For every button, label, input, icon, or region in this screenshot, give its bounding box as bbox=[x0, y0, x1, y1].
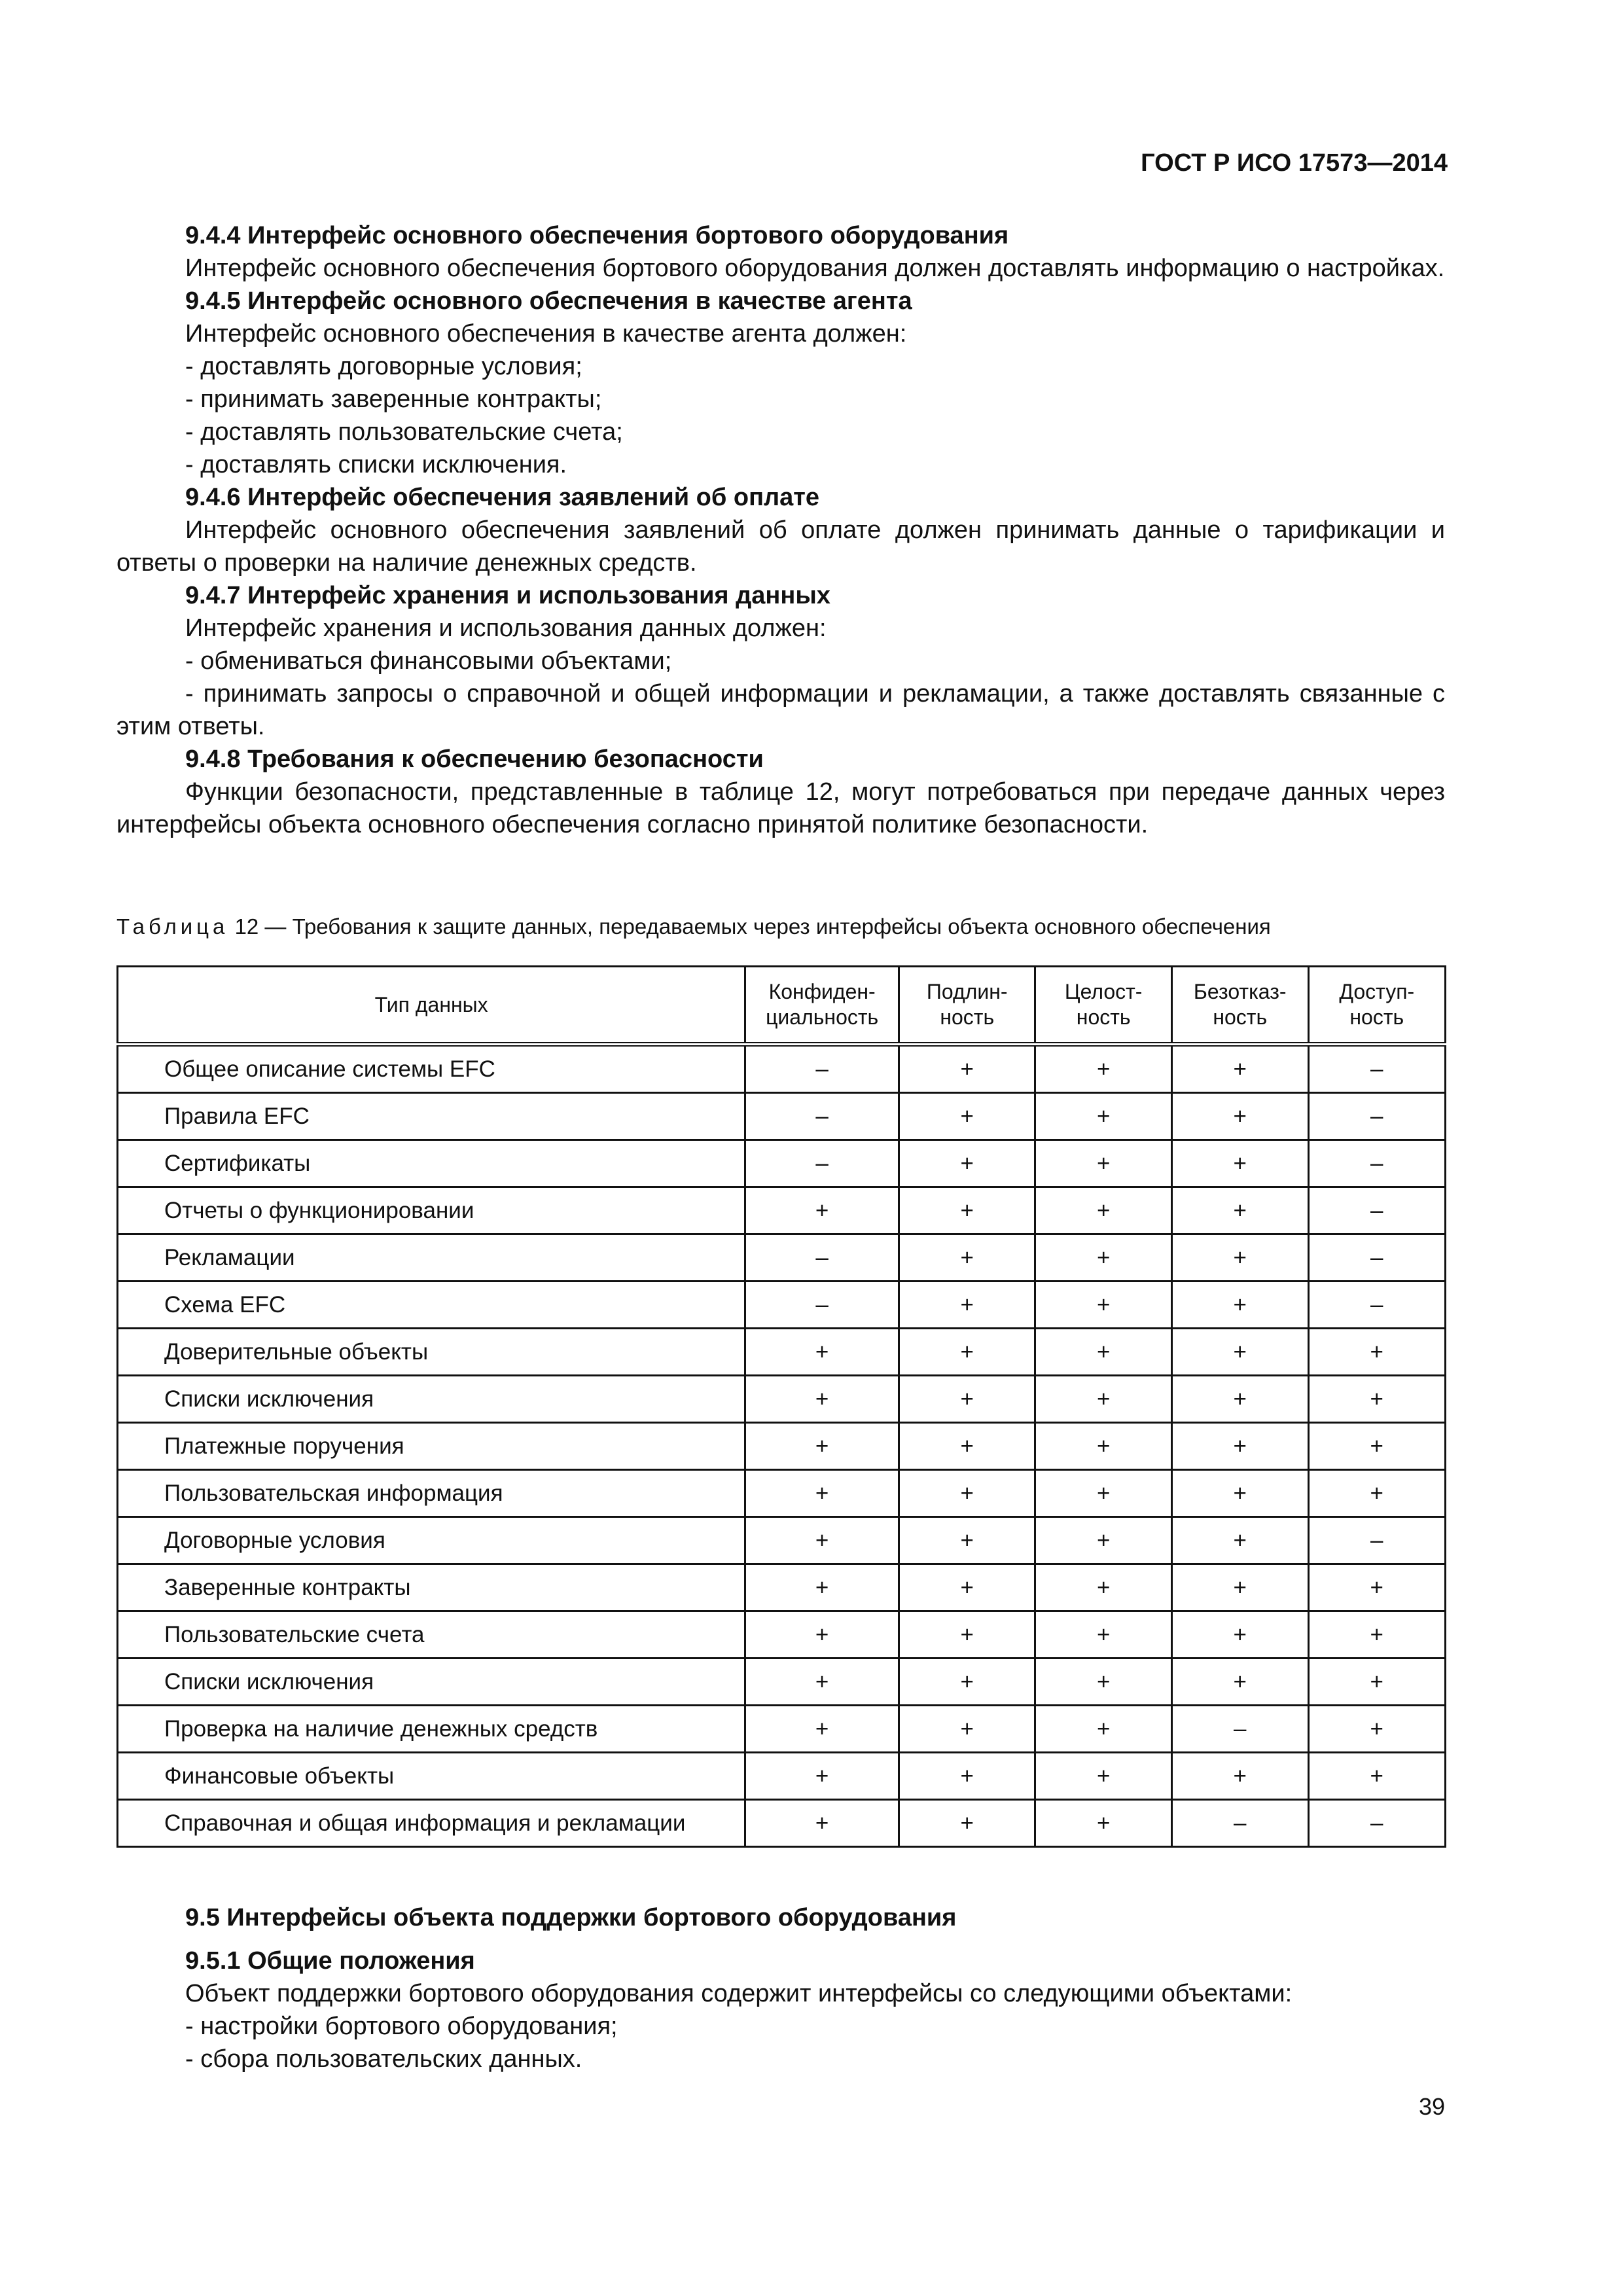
requirement-cell: + bbox=[745, 1611, 899, 1659]
heading-9-4-7: 9.4.7 Интерфейс хранения и использования данных bbox=[185, 582, 830, 609]
requirement-cell: + bbox=[1035, 1753, 1171, 1800]
requirement-cell: – bbox=[1308, 1187, 1445, 1234]
table-row bbox=[118, 1800, 1446, 1847]
document-header: ГОСТ Р ИСО 17573—2014 bbox=[1141, 149, 1448, 177]
data-type-cell: Заверенные контракты bbox=[118, 1564, 745, 1611]
list-item: - настройки бортового оборудования; bbox=[185, 2013, 618, 2040]
requirement-cell: – bbox=[745, 1234, 899, 1282]
requirement-cell: + bbox=[1035, 1423, 1171, 1470]
section-9-5-body bbox=[116, 1901, 1445, 2075]
data-type-cell: Списки исключения bbox=[118, 1376, 745, 1423]
table-row bbox=[118, 1753, 1446, 1800]
requirement-cell: + bbox=[899, 1187, 1035, 1234]
page-number: 39 bbox=[1418, 2093, 1445, 2120]
requirement-cell: + bbox=[745, 1800, 899, 1847]
requirement-cell: + bbox=[1308, 1423, 1445, 1470]
column-header: Доступ-ность bbox=[1308, 967, 1445, 1045]
requirement-cell: + bbox=[899, 1093, 1035, 1140]
requirement-cell: – bbox=[745, 1140, 899, 1187]
table-row bbox=[118, 1659, 1446, 1706]
requirement-cell: + bbox=[745, 1753, 899, 1800]
requirement-cell: + bbox=[899, 1517, 1035, 1564]
requirement-cell: + bbox=[899, 1234, 1035, 1282]
column-header: Конфиден-циальность bbox=[745, 967, 899, 1045]
requirement-cell: – bbox=[1308, 1093, 1445, 1140]
requirement-cell: + bbox=[1308, 1564, 1445, 1611]
data-type-cell: Договорные условия bbox=[118, 1517, 745, 1564]
data-type-cell: Финансовые объекты bbox=[118, 1753, 745, 1800]
paragraph-9-4-7-intro: Интерфейс хранения и использования данных должен: bbox=[185, 615, 827, 642]
table-row bbox=[118, 1611, 1446, 1659]
requirement-cell: + bbox=[899, 1659, 1035, 1706]
data-type-cell: Пользовательская информация bbox=[118, 1470, 745, 1517]
column-header: Целост-ность bbox=[1035, 967, 1171, 1045]
requirement-cell: + bbox=[1171, 1376, 1308, 1423]
column-header: Подлин-ность bbox=[899, 967, 1035, 1045]
data-type-cell: Списки исключения bbox=[118, 1659, 745, 1706]
table-caption-label: Таблица bbox=[116, 914, 229, 939]
data-type-cell: Пользовательские счета bbox=[118, 1611, 745, 1659]
requirement-cell: + bbox=[899, 1800, 1035, 1847]
table-row bbox=[118, 1282, 1446, 1329]
requirement-cell: + bbox=[1035, 1376, 1171, 1423]
list-item: - принимать заверенные контракты; bbox=[185, 386, 602, 413]
requirement-cell: + bbox=[1171, 1611, 1308, 1659]
requirement-cell: – bbox=[1308, 1045, 1445, 1093]
heading-9-4-5: 9.4.5 Интерфейс основного обеспечения в качестве агента bbox=[185, 287, 912, 315]
paragraph-9-4-5-intro: Интерфейс основного обеспечения в качестве агента должен: bbox=[185, 320, 907, 348]
requirement-cell: + bbox=[1308, 1659, 1445, 1706]
table-caption-text: 12 — Требования к защите данных, передаваемых через интерфейсы объекта основного обеспечения bbox=[234, 914, 1271, 939]
paragraph-9-4-4: Интерфейс основного обеспечения бортового оборудования должен доставлять информацию о настройках. bbox=[185, 255, 1445, 282]
heading-9-5-1: 9.5.1 Общие положения bbox=[185, 1947, 475, 1975]
table-row bbox=[118, 1706, 1446, 1753]
requirement-cell: + bbox=[745, 1423, 899, 1470]
requirement-cell: + bbox=[899, 1611, 1035, 1659]
requirement-cell: + bbox=[1308, 1470, 1445, 1517]
requirement-cell: + bbox=[745, 1564, 899, 1611]
data-type-cell: Сертификаты bbox=[118, 1140, 745, 1187]
data-type-cell: Правила EFC bbox=[118, 1093, 745, 1140]
requirement-cell: + bbox=[1035, 1329, 1171, 1376]
section-9-4-body bbox=[116, 219, 1445, 841]
table-row bbox=[118, 1329, 1446, 1376]
requirement-cell: + bbox=[1035, 1706, 1171, 1753]
table-caption bbox=[116, 913, 1445, 941]
column-header: Тип данных bbox=[118, 967, 745, 1045]
requirement-cell: + bbox=[1035, 1234, 1171, 1282]
heading-9-4-8: 9.4.8 Требования к обеспечению безопасности bbox=[185, 745, 764, 773]
requirement-cell: + bbox=[1171, 1045, 1308, 1093]
requirement-cell: + bbox=[899, 1470, 1035, 1517]
requirement-cell: + bbox=[1035, 1659, 1171, 1706]
table-row bbox=[118, 1140, 1446, 1187]
requirement-cell: + bbox=[1171, 1140, 1308, 1187]
requirement-cell: – bbox=[1171, 1706, 1308, 1753]
requirement-cell: + bbox=[1171, 1659, 1308, 1706]
requirement-cell: + bbox=[1308, 1329, 1445, 1376]
data-type-cell: Общее описание системы EFC bbox=[118, 1045, 745, 1093]
requirement-cell: + bbox=[745, 1517, 899, 1564]
requirement-cell: + bbox=[745, 1659, 899, 1706]
requirement-cell: + bbox=[1171, 1753, 1308, 1800]
table-row bbox=[118, 1564, 1446, 1611]
requirement-cell: + bbox=[1308, 1376, 1445, 1423]
requirement-cell: + bbox=[1035, 1800, 1171, 1847]
requirement-cell: + bbox=[899, 1423, 1035, 1470]
requirement-cell: + bbox=[1171, 1234, 1308, 1282]
data-type-cell: Проверка на наличие денежных средств bbox=[118, 1706, 745, 1753]
list-item: - доставлять договорные условия; bbox=[185, 353, 582, 380]
list-item: - сбора пользовательских данных. bbox=[185, 2045, 582, 2073]
table-row bbox=[118, 1470, 1446, 1517]
table-header-row bbox=[118, 967, 1446, 1045]
table-row bbox=[118, 1045, 1446, 1093]
table-row bbox=[118, 1093, 1446, 1140]
security-requirements-table bbox=[116, 965, 1446, 1848]
requirement-cell: + bbox=[899, 1753, 1035, 1800]
requirement-cell: + bbox=[1308, 1706, 1445, 1753]
requirement-cell: + bbox=[1171, 1187, 1308, 1234]
table-row bbox=[118, 1187, 1446, 1234]
requirement-cell: + bbox=[1035, 1470, 1171, 1517]
heading-9-4-4: 9.4.4 Интерфейс основного обеспечения бортового оборудования bbox=[185, 222, 1009, 249]
requirement-cell: + bbox=[1035, 1140, 1171, 1187]
requirement-cell: + bbox=[1035, 1045, 1171, 1093]
data-type-cell: Рекламации bbox=[118, 1234, 745, 1282]
requirement-cell: – bbox=[1308, 1800, 1445, 1847]
paragraph-9-4-6: Интерфейс основного обеспечения заявлений об оплате должен принимать данные о тарификации и ответы о проверки на наличие денежных средств. bbox=[116, 516, 1445, 577]
requirement-cell: + bbox=[745, 1376, 899, 1423]
requirement-cell: – bbox=[1308, 1282, 1445, 1329]
requirement-cell: + bbox=[1171, 1564, 1308, 1611]
table-row bbox=[118, 1376, 1446, 1423]
requirement-cell: + bbox=[1171, 1329, 1308, 1376]
requirement-cell: + bbox=[899, 1282, 1035, 1329]
column-header: Безотказ-ность bbox=[1171, 967, 1308, 1045]
heading-9-4-6: 9.4.6 Интерфейс обеспечения заявлений об оплате bbox=[185, 484, 820, 511]
list-item: - доставлять пользовательские счета; bbox=[185, 418, 623, 446]
requirement-cell: + bbox=[1308, 1611, 1445, 1659]
paragraph-9-5-1-intro: Объект поддержки бортового оборудования содержит интерфейсы со следующими объектами: bbox=[185, 1980, 1293, 2007]
requirement-cell: – bbox=[745, 1093, 899, 1140]
requirement-cell: + bbox=[1035, 1187, 1171, 1234]
data-type-cell: Доверительные объекты bbox=[118, 1329, 745, 1376]
requirement-cell: + bbox=[1171, 1282, 1308, 1329]
requirement-cell: + bbox=[1308, 1753, 1445, 1800]
requirement-cell: + bbox=[899, 1706, 1035, 1753]
requirement-cell: + bbox=[1035, 1282, 1171, 1329]
requirement-cell: + bbox=[745, 1706, 899, 1753]
data-type-cell: Отчеты о функционировании bbox=[118, 1187, 745, 1234]
list-item: - обмениваться финансовыми объектами; bbox=[185, 647, 672, 675]
requirement-cell: + bbox=[899, 1564, 1035, 1611]
requirement-cell: + bbox=[899, 1140, 1035, 1187]
requirement-cell: + bbox=[1171, 1093, 1308, 1140]
requirement-cell: + bbox=[899, 1376, 1035, 1423]
requirement-cell: + bbox=[1035, 1611, 1171, 1659]
requirement-cell: + bbox=[1035, 1564, 1171, 1611]
requirement-cell: – bbox=[745, 1282, 899, 1329]
requirement-cell: – bbox=[1308, 1140, 1445, 1187]
requirement-cell: + bbox=[745, 1470, 899, 1517]
requirement-cell: – bbox=[1308, 1517, 1445, 1564]
requirement-cell: + bbox=[1035, 1093, 1171, 1140]
list-item: - доставлять списки исключения. bbox=[185, 451, 567, 478]
requirement-cell: + bbox=[899, 1045, 1035, 1093]
table-row bbox=[118, 1234, 1446, 1282]
data-type-cell: Справочная и общая информация и рекламации bbox=[118, 1800, 745, 1847]
requirement-cell: + bbox=[1171, 1423, 1308, 1470]
requirement-cell: – bbox=[1171, 1800, 1308, 1847]
requirement-cell: + bbox=[745, 1329, 899, 1376]
data-type-cell: Схема EFC bbox=[118, 1282, 745, 1329]
heading-9-5: 9.5 Интерфейсы объекта поддержки бортового оборудования bbox=[185, 1904, 957, 1931]
paragraph-9-4-8: Функции безопасности, представленные в таблице 12, могут потребоваться при передаче данных через интерфейсы объекта основного обеспечения согласно принятой политике безопасности. bbox=[116, 778, 1445, 838]
requirement-cell: + bbox=[1171, 1470, 1308, 1517]
requirement-cell: – bbox=[745, 1045, 899, 1093]
requirement-cell: – bbox=[1308, 1234, 1445, 1282]
requirement-cell: + bbox=[745, 1187, 899, 1234]
requirement-cell: + bbox=[1171, 1517, 1308, 1564]
table-body bbox=[118, 1045, 1446, 1847]
table-row bbox=[118, 1517, 1446, 1564]
requirement-cell: + bbox=[899, 1329, 1035, 1376]
table-row bbox=[118, 1423, 1446, 1470]
list-item: - принимать запросы о справочной и общей информации и рекламации, а также доставлять связанные с этим ответы. bbox=[116, 680, 1445, 740]
data-type-cell: Платежные поручения bbox=[118, 1423, 745, 1470]
requirement-cell: + bbox=[1035, 1517, 1171, 1564]
